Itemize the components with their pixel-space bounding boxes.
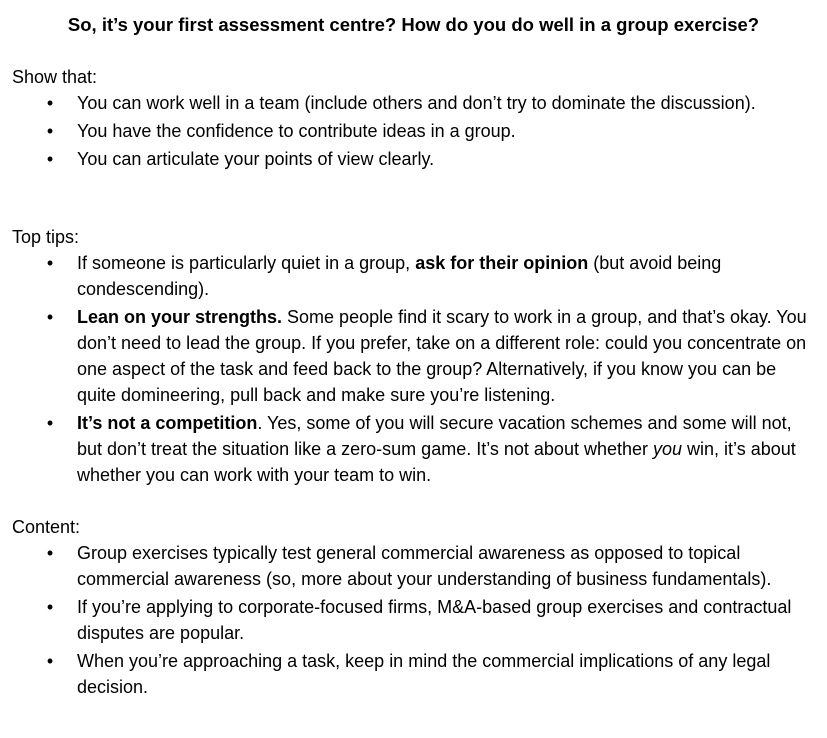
list-item <box>12 250 812 302</box>
bullet-icon: • <box>46 253 54 273</box>
bullet-list <box>12 540 817 700</box>
list-item <box>12 146 812 172</box>
list-item-text: You can articulate your points of view clearly. <box>77 149 435 169</box>
list-item-text: If you’re applying to corporate-focused firms, M&A-based group exercises and contractual disputes are popular. <box>77 597 792 643</box>
italic-text: you <box>653 439 683 459</box>
list-item-text: You can work well in a team (include others and don’t try to dominate the discussion). <box>77 93 756 113</box>
list-item <box>12 118 812 144</box>
section-show-that <box>12 64 817 174</box>
text-run: If someone is particularly quiet in a group, <box>77 253 416 273</box>
text-run: win, it’s about whether you can work with your team to win. <box>77 439 796 485</box>
bullet-icon: • <box>46 121 54 141</box>
emphasis-text: It’s not a competition <box>77 413 258 433</box>
text-run: . Yes, some of you will secure vacation schemes and some will not, but don’t treat the situation like a zero-sum game. It’s not about whether <box>77 413 792 459</box>
list-item-text: Group exercises typically test general commercial awareness as opposed to topical commercial awareness (so, more about your understanding of business fundamentals). <box>77 543 772 589</box>
section-heading: Top tips: <box>12 227 80 247</box>
emphasis-text: ask for their opinion <box>415 253 589 273</box>
bullet-icon: • <box>46 93 54 113</box>
emphasis-text: Lean on your strengths. <box>77 307 283 327</box>
page-title: So, it’s your first assessment centre? How do you do well in a group exercise? <box>67 14 760 35</box>
section-heading: Content: <box>12 517 81 537</box>
list-item-text: When you’re approaching a task, keep in mind the commercial implications of any legal decision. <box>77 651 771 697</box>
section-heading: Show that: <box>12 67 98 87</box>
list-item-text <box>77 307 807 405</box>
list-item <box>12 410 812 488</box>
list-item-text: You have the confidence to contribute ideas in a group. <box>77 121 516 141</box>
bullet-icon: • <box>46 597 54 617</box>
text-run: (but avoid being condescending). <box>77 253 722 299</box>
list-item <box>12 648 812 700</box>
list-item <box>12 304 812 408</box>
list-item-text <box>77 253 721 299</box>
bullet-list <box>12 90 817 172</box>
bullet-icon: • <box>46 307 54 327</box>
bullet-icon: • <box>46 543 54 563</box>
bullet-icon: • <box>46 651 54 671</box>
list-item <box>12 540 812 592</box>
bullet-icon: • <box>46 413 54 433</box>
list-item <box>12 594 812 646</box>
list-item <box>12 90 812 116</box>
section-top-tips <box>12 224 817 490</box>
section-content <box>12 514 817 702</box>
bullet-list <box>12 250 817 488</box>
text-run: Some people find it scary to work in a group, and that’s okay. You don’t need to lead the group. If you prefer, take on a different role: could you concentrate on one aspect of the task and feed back to the group? Alternatively, if you know you can be quite domineering, pull back and make sure you’re listening. <box>77 307 807 405</box>
list-item-text <box>77 413 796 485</box>
bullet-icon: • <box>46 149 54 169</box>
